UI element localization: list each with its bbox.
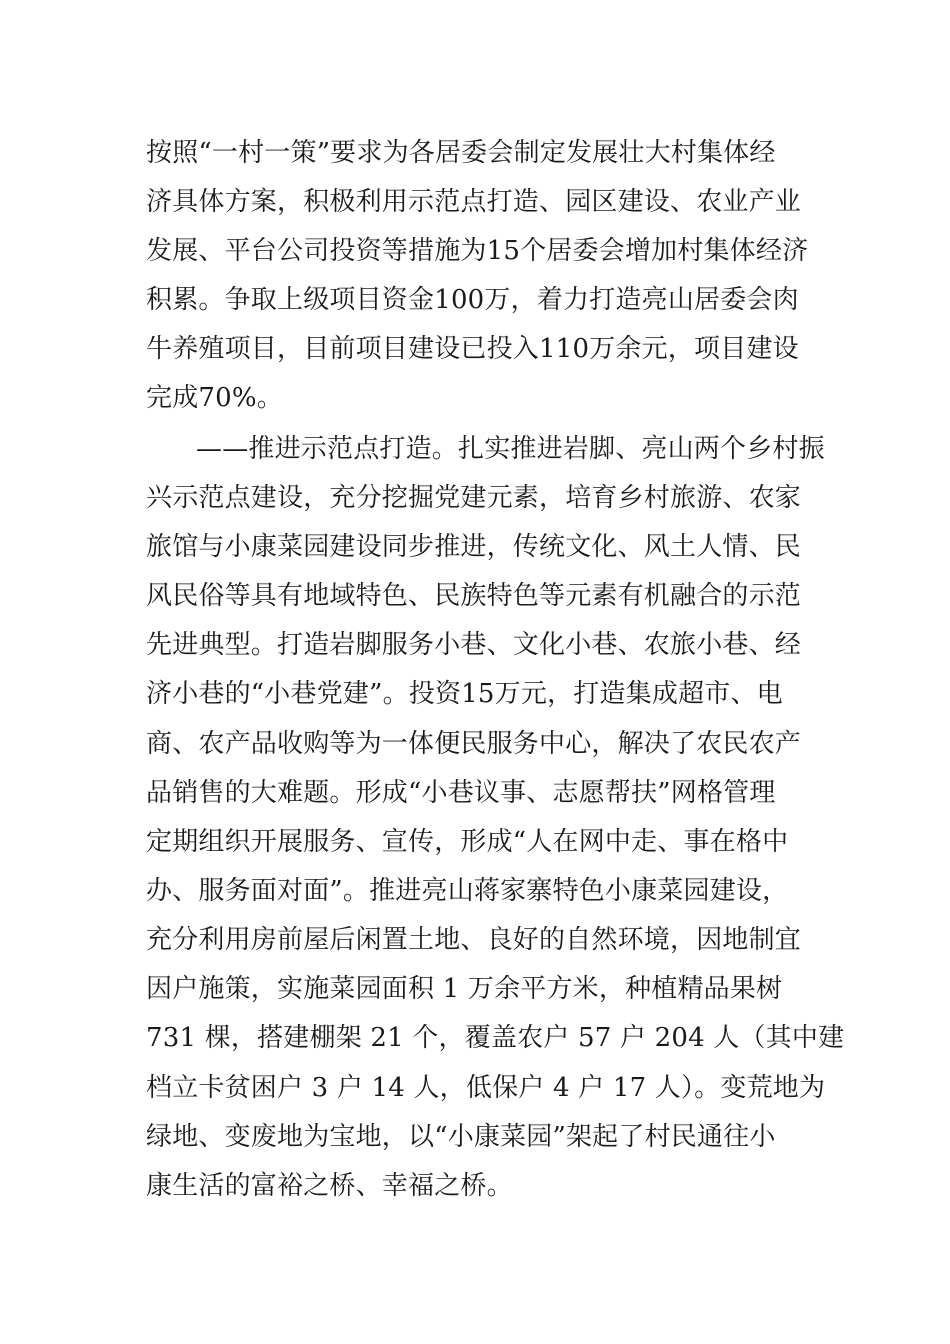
text-line: 定期组织开展服务、宣传，形成“人在网中走、事在格中 xyxy=(146,827,789,857)
text-line: 充分利用房前屋后闲置土地、良好的自然环境，因地制宜 xyxy=(146,925,802,955)
text-line: 兴示范点建设，充分挖掘党建元素，培育乡村旅游、农家 xyxy=(146,483,802,513)
text-line: 商、农产品收购等为一体便民服务中心，解决了农民农产 xyxy=(146,729,802,759)
text-line: 品销售的大难题。形成“小巷议事、志愿帮扶”网格管理 xyxy=(146,778,776,808)
text-line: 先进典型。打造岩脚服务小巷、文化小巷、农旅小巷、经 xyxy=(146,630,802,660)
text-line: 风民俗等具有地域特色、民族特色等元素有机融合的示范 xyxy=(146,581,802,611)
section-heading-line: ——推进示范点打造。扎实推进岩脚、亮山两个乡村振 xyxy=(196,434,825,464)
text-line: 因户施策，实施菜园面积 1 万余平方米，种植精品果树 xyxy=(146,974,783,1004)
text-line: 按照“一村一策”要求为各居委会制定发展壮大村集体经 xyxy=(146,138,776,168)
text-line: 旅馆与小康菜园建设同步推进，传统文化、风土人情、民 xyxy=(146,532,802,562)
text-line: 牛养殖项目，目前项目建设已投入110万余元，项目建设 xyxy=(146,334,799,364)
text-line: 办、服务面对面”。推进亮山蒋家寨特色小康菜园建设， xyxy=(146,876,789,906)
text-line: 发展、平台公司投资等措施为15个居委会增加村集体经济 xyxy=(146,236,809,266)
text-line: 绿地、变废地为宝地，以“小康菜园”架起了村民通往小 xyxy=(146,1122,776,1152)
text-line: 积累。争取上级项目资金100万，着力打造亮山居委会肉 xyxy=(146,285,799,315)
text-line: 完成70%。 xyxy=(146,383,283,413)
text-line: 康生活的富裕之桥、幸福之桥。 xyxy=(146,1171,513,1201)
text-line: 731 棵，搭建棚架 21 个，覆盖农户 57 户 204 人（其中建 xyxy=(146,1023,845,1053)
text-line: 济小巷的“小巷党建”。投资15万元，打造集成超市、电 xyxy=(146,679,783,709)
text-line: 济具体方案，积极利用示范点打造、园区建设、农业产业 xyxy=(146,187,802,217)
text-line: 档立卡贫困户 3 户 14 人，低保户 4 户 17 人）。变荒地为 xyxy=(146,1073,826,1103)
